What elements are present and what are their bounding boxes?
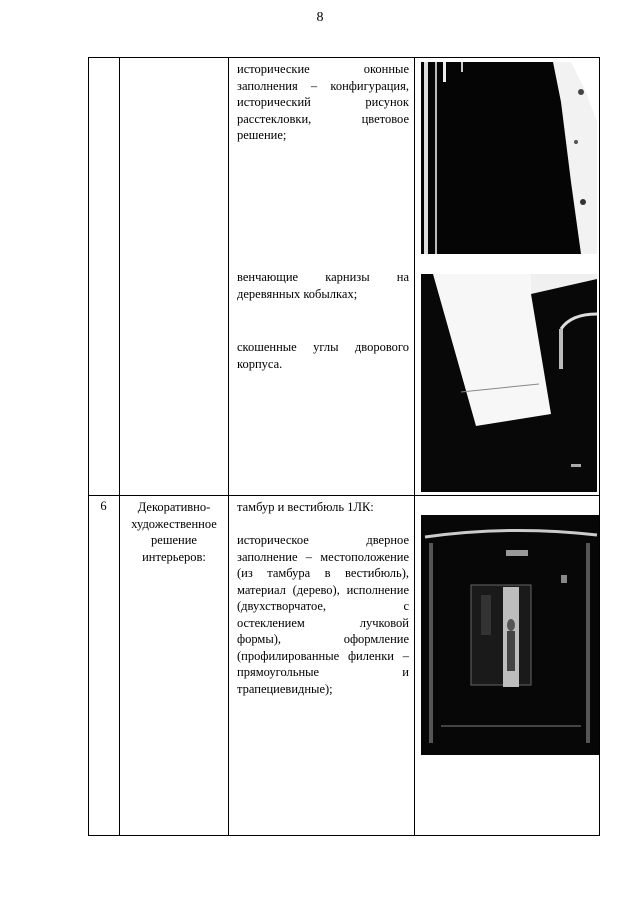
table-border-bottom [88, 835, 600, 836]
table-border-left [88, 57, 89, 836]
item-corners: скошенные углы дворового корпуса. [237, 340, 409, 371]
row-number: 6 [100, 499, 107, 513]
page-number: 8 [316, 10, 324, 25]
column-divider-1 [119, 57, 120, 836]
heritage-table [88, 57, 600, 836]
photo-cornices [421, 274, 597, 492]
table-border-top [88, 57, 600, 58]
photo-windows [421, 62, 597, 254]
column-divider-2 [228, 57, 229, 836]
item-windows: исторические оконные заполнения – конфигурация, исторический рисунок расстекловки, цветовое решение; [237, 62, 409, 142]
row-divider [88, 495, 600, 496]
table-border-right [599, 57, 600, 836]
photo-vestibule-door [421, 515, 599, 755]
item-cornices: венчающие карнизы на деревянных кобылках; [237, 270, 409, 301]
column-divider-3 [414, 57, 415, 836]
row-heading: тамбур и вестибюль 1ЛК: [237, 500, 374, 514]
row-name: Декоративно- художественное решение интерьеров: [131, 500, 217, 564]
item-door: историческое дверное заполнение – местоположение (из тамбура в вестибюль), материал (дерево), исполнение (двухстворчатое, с остеклением лучковой формы), оформление (профилированные филенки – прямоугольные и трапециевидные); [237, 533, 409, 696]
